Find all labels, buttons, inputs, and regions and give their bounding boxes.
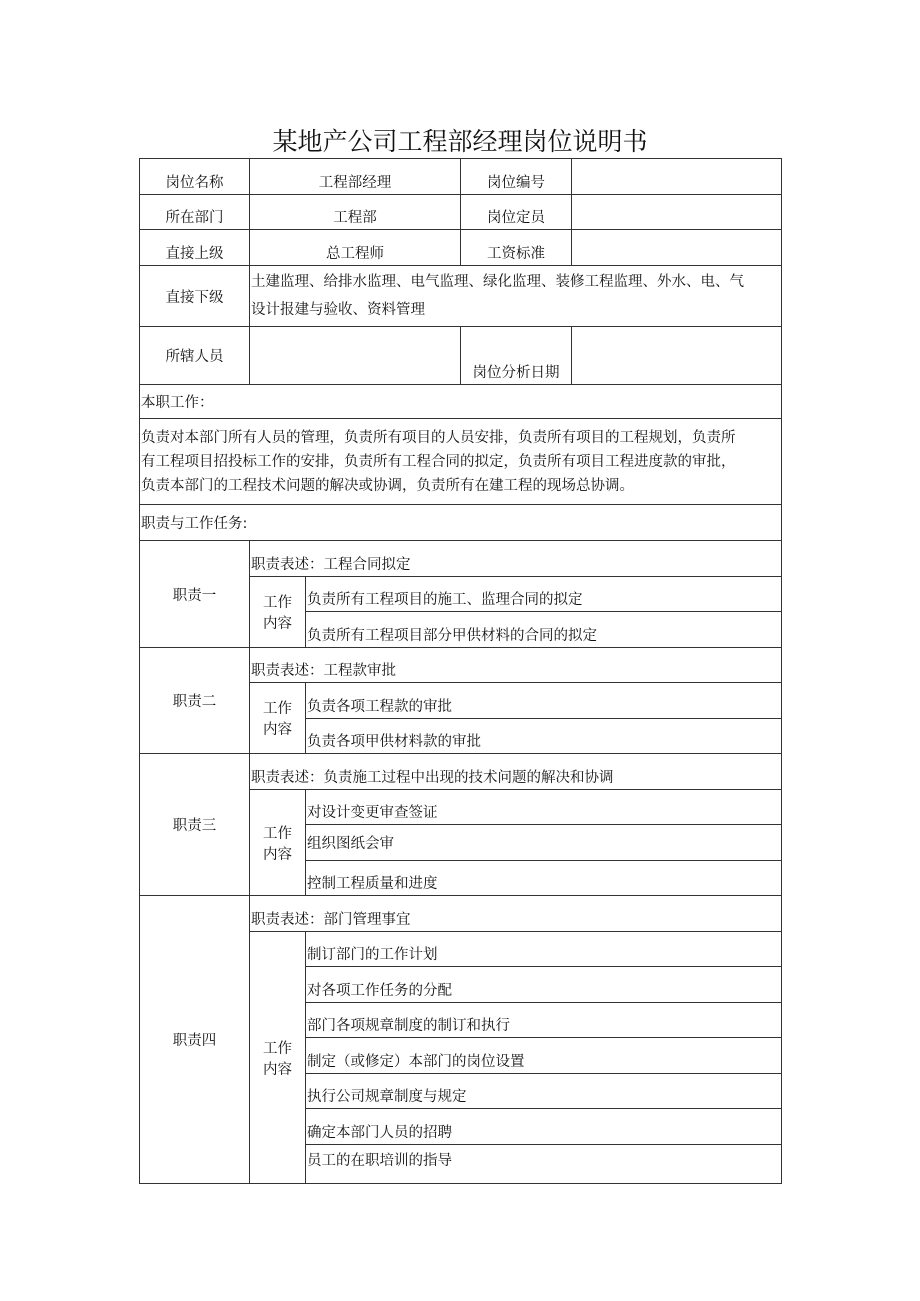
department-label: 所在部门: [140, 195, 250, 230]
row-main-work-text: [140, 419, 782, 505]
work-label-line-2: 内容: [263, 616, 292, 632]
post-number-label: 岗位编号: [461, 159, 572, 195]
analysis-date-value: [572, 327, 782, 385]
row-department: [140, 195, 782, 230]
duty-1-item-1: 负责所有工程项目的施工、监理合同的拟定: [306, 577, 782, 612]
duty-3-item-3: 控制工程质量和进度: [306, 861, 782, 896]
analysis-date-label: 岗位分析日期: [461, 327, 572, 385]
subordinate-line-1: 土建监理、给排水监理、电气监理、绿化监理、装修工程监理、外水、电、气: [251, 274, 744, 290]
superior-label: 直接上级: [140, 230, 250, 266]
post-name-label: 岗位名称: [140, 159, 250, 195]
duty-2-name: 职责二: [140, 648, 250, 754]
duty-4-item-4: 制定（或修定）本部门的岗位设置: [306, 1038, 782, 1074]
duty-3-name: 职责三: [140, 754, 250, 896]
duty-3-item-2: 组织图纸会审: [306, 825, 782, 861]
duty-2-work-label: [250, 683, 306, 754]
row-main-work-label: [140, 385, 782, 419]
duty-2-statement-row: [140, 648, 782, 683]
work-label-line-1: 工作: [263, 595, 292, 611]
duty-1-item-2: 负责所有工程项目部分甲供材料的合同的拟定: [306, 612, 782, 648]
work-label-line-2: 内容: [263, 1061, 292, 1078]
main-work-line-3: 负责本部门的工程技术问题的解决或协调，负责所有在建工程的现场总协调。: [141, 477, 634, 494]
main-work-label: 本职工作：: [140, 385, 782, 419]
staff-value: [250, 327, 461, 385]
work-label-line-2: 内容: [263, 722, 292, 738]
duty-1-work-label: [250, 577, 306, 648]
duty-4-work-label: [250, 932, 306, 1184]
duty-4-name: 职责四: [140, 896, 250, 1184]
post-name-value: 工程部经理: [250, 159, 461, 195]
row-subordinate: [140, 266, 782, 327]
quota-label: 岗位定员: [461, 195, 572, 230]
duty-4-statement: 职责表述：部门管理事宜: [250, 896, 782, 932]
subordinate-line-2: 设计报建与验收、资料管理: [251, 302, 425, 318]
duty-4-statement-row: [140, 896, 782, 932]
duty-2-item-2: 负责各项甲供材料款的审批: [306, 719, 782, 754]
post-number-value: [572, 159, 782, 195]
duty-4-item-5: 执行公司规章制度与规定: [306, 1074, 782, 1109]
salary-label: 工资标准: [461, 230, 572, 266]
duty-3-statement-row: [140, 754, 782, 790]
duty-4-item-1: 制订部门的工作计划: [306, 932, 782, 967]
work-label-line-2: 内容: [263, 846, 292, 863]
main-work-text: [140, 419, 782, 505]
main-work-line-2: 有工程项目招投标工作的安排，负责所有工程合同的拟定，负责所有项目工程进度款的审批，: [141, 453, 736, 470]
duty-1-statement-row: [140, 541, 782, 577]
duty-3-work-label: [250, 790, 306, 896]
duty-3-statement: 职责表述：负责施工过程中出现的技术问题的解决和协调: [250, 754, 782, 790]
row-post-name: [140, 159, 782, 195]
department-value: 工程部: [250, 195, 461, 230]
duty-1-statement: 职责表述：工程合同拟定: [250, 541, 782, 577]
duty-1-name: 职责一: [140, 541, 250, 648]
duties-header: 职责与工作任务:: [140, 505, 782, 541]
duty-4-item-6: 确定本部门人员的招聘: [306, 1109, 782, 1145]
staff-label: 所辖人员: [140, 327, 250, 385]
work-label-line-1: 工作: [263, 825, 292, 842]
subordinate-label: 直接下级: [140, 266, 250, 327]
document-title: 某地产公司工程部经理岗位说明书: [272, 127, 648, 156]
row-superior: [140, 230, 782, 266]
quota-value: [572, 195, 782, 230]
duty-2-item-1: 负责各项工程款的审批: [306, 683, 782, 719]
main-work-line-1: 负责对本部门所有人员的管理，负责所有项目的人员安排，负责所有项目的工程规划，负责所: [141, 429, 736, 446]
duty-4-item-2: 对各项工作任务的分配: [306, 967, 782, 1003]
work-label-line-1: 工作: [263, 1040, 292, 1057]
subordinate-value: [250, 266, 782, 327]
salary-value: [572, 230, 782, 266]
row-staff: [140, 327, 782, 385]
duty-4-item-3: 部门各项规章制度的制订和执行: [306, 1003, 782, 1038]
duty-3-item-1: 对设计变更审查签证: [306, 790, 782, 825]
work-label-line-1: 工作: [263, 701, 292, 717]
duty-4-item-7: 员工的在职培训的指导: [306, 1145, 782, 1184]
row-duties-header: [140, 505, 782, 541]
superior-value: 总工程师: [250, 230, 461, 266]
job-description-table: [139, 158, 782, 1184]
duty-2-statement: 职责表述：工程款审批: [250, 648, 782, 683]
